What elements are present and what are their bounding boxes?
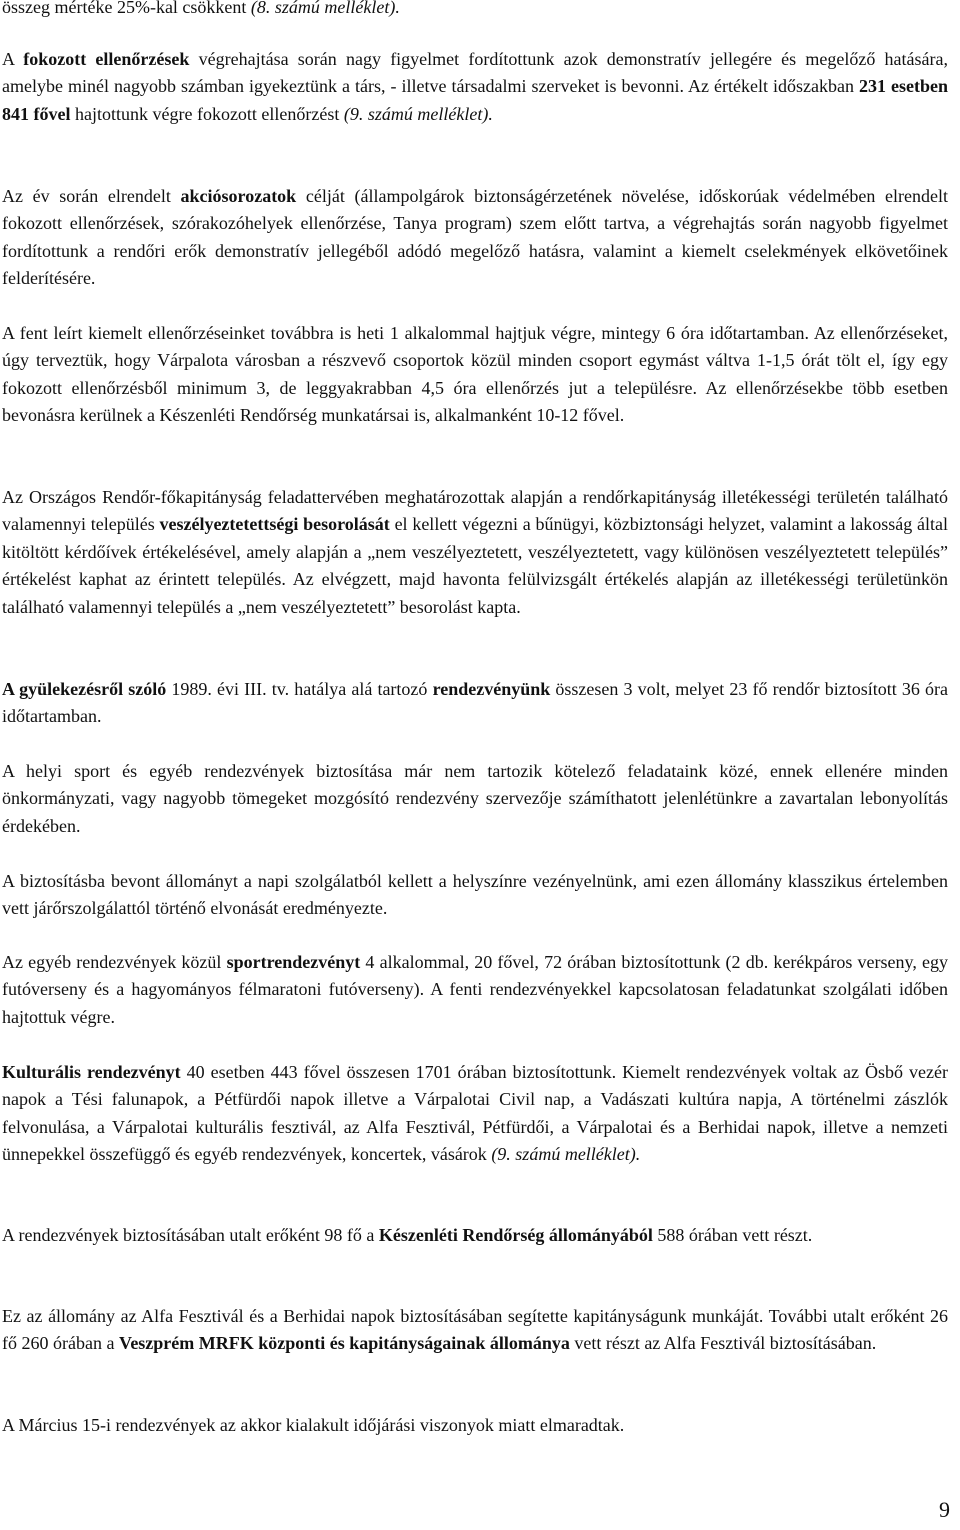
text-run: A rendezvények biztosításában utalt erőként 98 fő a — [2, 1225, 379, 1245]
text-run: Az év során elrendelt — [2, 186, 181, 206]
text-run: A helyi sport és egyéb rendezvények biztosítása már nem tartozik kötelező feladataink közé, ennek ellenére minden önkormányzati, vagy nagyobb tömegeket mozgósító rendezvény szervezője számíthatott jelenlétünkre a zavartalan lebonyolítás érdekében. — [2, 761, 948, 836]
bold-text: sportrendezvényt — [226, 952, 361, 972]
bold-text: Kulturális rendezvényt — [2, 1062, 181, 1082]
text-run: Az Országos Rendőr-főkapitányság feladattervében meghatározottak alapján a rendőrkapitányság illetékességi területén található valamennyi település — [2, 487, 948, 535]
paragraph-marcius-15 — [2, 1412, 948, 1439]
paragraph-biztositasba-bevont-allomany — [2, 868, 948, 923]
bold-text: Készenléti Rendőrség állományából — [378, 1225, 653, 1245]
text-run: vett részt az Alfa Fesztivál biztosításában. — [569, 1333, 877, 1354]
text-run: A — [2, 49, 24, 69]
paragraph-kiemelt-ellenorzesek — [2, 320, 948, 430]
bold-text: 231 esetben 841 fővel — [2, 76, 948, 124]
text-run: 588 órában vett részt. — [652, 1225, 813, 1245]
text-run: A biztosításba bevont állományt a napi szolgálatból kellett a helyszínre vezényelnünk, ami ezen állomány klasszikus értelemben vett járőrszolgálattól történő elvonását eredményezte. — [2, 871, 948, 919]
paragraph-0 — [2, 0, 948, 21]
text-run: összesen 3 volt, melyet 23 fő rendőr biztosított 36 óra időtartamban. — [2, 679, 949, 727]
paragraph-keszenleti-rendorseg — [2, 1222, 948, 1249]
text-run: 4 alkalommal, 20 fővel, 72 órában biztosítottunk (2 db. kerékpáros verseny, egy futóverseny és a hagyományos félmaratoni futóverseny). A fenti rendezvényekkel kapcsolatosan feladatunkat szolgálati időben hajtottuk végre. — [2, 952, 948, 1027]
text-run: 1989. évi III. tv. hatálya alá tartozó — [166, 679, 433, 699]
text-run: Ez az állomány az Alfa Fesztivál és a Berhidai napok biztosításában segítette kapitányságunk munkáját. További utalt erőként 26 fő 260 órában a — [2, 1306, 948, 1354]
page-number: 9 — [939, 1497, 950, 1522]
paragraph-gyulekezesi-rendezvenyek — [2, 676, 948, 731]
paragraph-kulturalis-rendezvenyek — [2, 1059, 948, 1169]
text-run: 40 esetben 443 fővel összesen 1701 órában biztosítottunk. Kiemelt rendezvények voltak az Ösbő vezér napok a Tési falunapok, a Pétfürdői napok illetve a Várpalotai Civil nap, a Vadászati kultúra napja, A történelmi zászlók felvonulása, a Várpalotai kulturális fesztivál, az Alfa Fesztivál, Pétfürdői, a Várpalotai és a Berhidai napok, illetve a nemzeti ünnepekkel összefüggő és egyéb rendezvények, koncertek, vásárok — [2, 1062, 948, 1165]
paragraph-fokozott-ellenorzesek — [2, 46, 948, 128]
paragraph-veszelyeztetettsegi-besorolas — [2, 484, 948, 621]
italic-reference: (9. számú melléklet). — [343, 103, 493, 124]
paragraph-helyi-sport-rendezvenyek — [2, 758, 948, 840]
text-run: célját (állampolgárok biztonságérzetének növelése, időskorúak védelmében elrendelt fokozott ellenőrzések, szórakozóhelyek ellenőrzése, Tanya program) szem előtt tartva, a végrehajtás során nagyobb figyelmet fordítottunk a rendőri erők demonstratív jellegéből adódó megelőző hatásra, valamint a kiemelt cselekmények elkövetőinek felderítésére. — [2, 186, 948, 289]
bold-text: Veszprém MRFK központi és kapitányságainak állománya — [118, 1333, 570, 1354]
bold-text: A gyülekezésről szóló — [2, 679, 167, 699]
bold-text: akciósorozatok — [180, 186, 297, 206]
bold-text: fokozott ellenőrzések — [23, 49, 190, 69]
text-run: el kellett végezni a bűnügyi, közbiztonsági helyzet, valamint a lakosság által kitöltött kérdőívek értékelésével, amely alapján a „nem veszélyeztetett, veszélyeztetett, vagy különösen veszélyeztetett település” értékelést kaphat az érintett település. Az elvégzett, majd havonta felülvizsgált értékelés alapján az illetékességi területünkön található valamennyi település a „nem veszélyeztetett” besorolást kapta. — [2, 514, 948, 617]
text-run: végrehajtása során nagy figyelmet fordítottunk azok demonstratív jellegére és megelőző hatására, amelybe minél nagyobb számban igyekeztünk a társ, - illetve társadalmi szerveket is bevonni. Az értékelt időszakban — [2, 49, 949, 97]
bold-text: veszélyeztetettségi besorolását — [159, 514, 390, 535]
text-run: Az egyéb rendezvények közül — [2, 952, 227, 972]
italic-reference: (9. számú melléklet). — [491, 1144, 641, 1165]
paragraph-akciosorozatok — [2, 183, 948, 293]
text-run: A fent leírt kiemelt ellenőrzéseinket továbbra is heti 1 alkalommal hajtjuk végre, mintegy 6 óra időtartamban. Az ellenőrzéseket, úgy terveztük, hogy Várpalota városban a részvevő csoportok közül minden csoport egymást váltva 1-1,5 órát tölt el, így egy fokozott ellenőrzésből minimum 3, de leggyakrabban 4,5 óra ellenőrzés jut a településre. Az ellenőrzésekbe több esetben bevonásra kerülnek a Készenléti Rendőrség munkatársai is, alkalmanként 10-12 fővel. — [2, 323, 948, 426]
paragraph-sportrendezvenyek — [2, 949, 948, 1031]
text-run: A Március 15-i rendezvények az akkor kialakult időjárási viszonyok miatt elmaradtak. — [2, 1415, 625, 1435]
paragraph-veszprem-mrfk — [2, 1303, 948, 1358]
bold-text: rendezvényünk — [432, 679, 551, 699]
italic-reference: (8. számú melléklet). — [250, 0, 400, 17]
text-run: hajtottunk végre fokozott ellenőrzést — [70, 103, 344, 124]
text-run: összeg mértéke 25%-kal csökkent — [2, 0, 251, 17]
